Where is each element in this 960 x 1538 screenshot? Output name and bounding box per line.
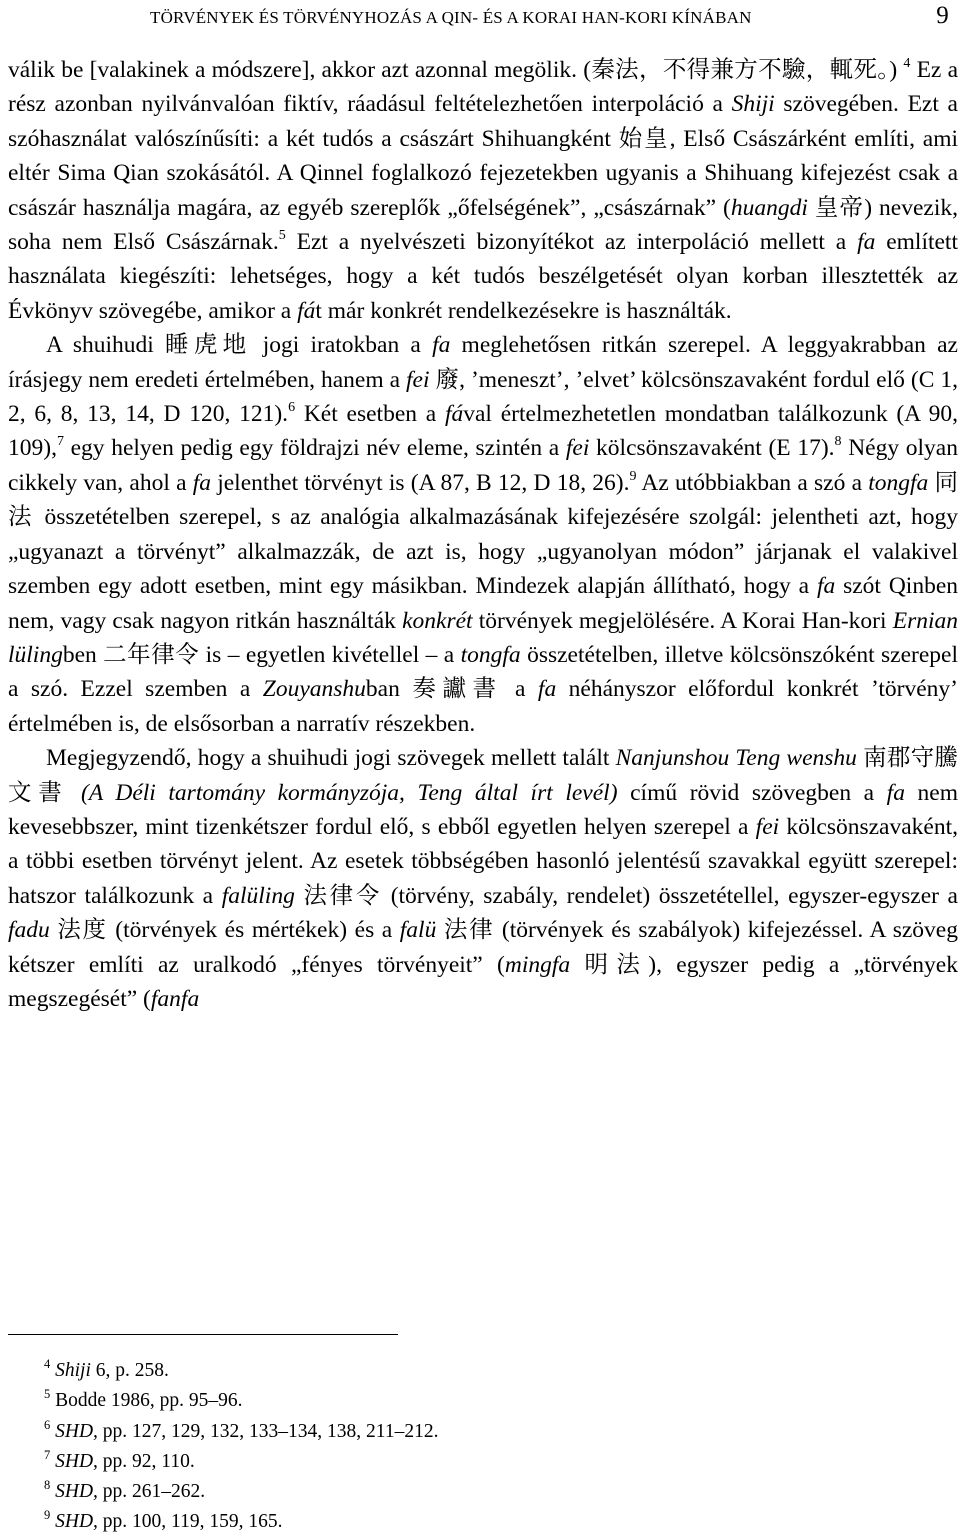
text-run: Négy olyan cikkely van, ahol a: [8, 435, 958, 496]
italic-text: Shiji: [55, 1360, 91, 1381]
text-run: egy helyen pedig egy földrajzi név eleme, szintén a: [63, 435, 566, 462]
footnote-ref: 6: [288, 400, 296, 416]
text-run: val értelmezhetetlen mondatban találkozunk (A 90, 109),: [8, 401, 958, 462]
footnote-number: 4: [44, 1357, 51, 1371]
text-run: kölcsönszavaként, a többi esetben törvényt jelent. Az esetek többségében hasonló jelentésű szavakkal együtt szerepel: hatszor találkozunk a: [8, 813, 958, 909]
footnote: [44, 1356, 944, 1386]
text-run: nem kevesebbszer, mint tizenkétszer fordul elő, s ebből egyetlen helyen szerepel a: [8, 779, 958, 840]
footnote-ref: 9: [629, 468, 637, 484]
text-run: ban 奏讞書 a: [365, 676, 538, 703]
footnote: [44, 1386, 944, 1416]
italic-text: fa: [816, 573, 836, 600]
body-text: [8, 53, 958, 1016]
text-run: 法律令 (törvény, szabály, rendelet) összetétellel, egyszer-egyszer a: [294, 882, 958, 909]
text-run: szövegében. Ezt a szóhasználat valószínűsíti: a két tudós a császárt Shihuangként 始皇, Első Császárként említi, ami eltér Sima Qian szokásától. A Qinnel foglalkozó fejezetekben ugyanis a Shihuang kifejezést csak a császár használja magára, az egyéb szereplők „őfelségének”, „császárnak” (: [8, 91, 958, 221]
italic-text: fá: [297, 297, 316, 324]
italic-text: SHD,: [55, 1420, 98, 1442]
italic-text: fá: [444, 401, 464, 428]
text-run: Az utóbbiakban a szó a: [636, 469, 869, 496]
footnote-ref: 7: [56, 434, 64, 450]
italic-text: Ernian lüling: [8, 607, 958, 668]
text-run: néhányszor előfordul konkrét ’törvény’ értelmében is, de elsősorban a narratív részekben.: [8, 676, 958, 737]
text-run: 廢, ’meneszt’, ’elvet’ kölcsönszavaként fordul elő (C 1, 2, 6, 8, 13, 14, D 120, 121).: [8, 366, 958, 428]
text-run: című rövid szövegben a: [617, 779, 887, 806]
italic-text: mingfa: [504, 951, 571, 978]
text-run: 南郡守騰文書: [8, 745, 959, 806]
footnote-separator: [8, 1334, 398, 1335]
text-run: 6, p. 258.: [90, 1360, 169, 1381]
text-run: pp. 92, 110.: [97, 1450, 195, 1472]
text-run: A shuihudi 睡虎地 jogi iratokban a: [46, 332, 433, 359]
italic-text: tongfa: [868, 469, 929, 496]
italic-text: tongfa: [460, 641, 521, 668]
text-run: említett használata kiegészíti: lehetséges, hogy a két tudós beszélgetését olyan korban illesztették az Évkönyv szövegébe, amikor a: [8, 229, 958, 324]
footnote-ref: 5: [278, 228, 286, 244]
italic-text: fa: [432, 332, 451, 359]
text-run: 明法), egyszer pedig a „törvények megszegését” (: [8, 951, 958, 1012]
text-run: szót Qinben nem, vagy csak nagyon ritkán használták: [8, 573, 958, 634]
italic-text: fa: [192, 469, 211, 496]
footnote-ref: 8: [834, 434, 842, 450]
italic-text: konkrét: [402, 607, 473, 634]
italic-text: fa: [537, 676, 557, 703]
text-run: ben 二年律令 is – egyetlen kivétellel – a: [62, 641, 461, 668]
italic-text: SHD,: [55, 1481, 98, 1503]
text-run: Megjegyzendő, hogy a shuihudi jogi szövegek mellett talált: [46, 745, 616, 772]
footnote-number: 6: [44, 1417, 51, 1432]
footnote-ref: 4: [903, 56, 911, 71]
text-run: pp. 127, 129, 132, 133–134, 138, 211–212.: [97, 1420, 439, 1442]
footnote-number: 7: [44, 1447, 51, 1462]
italic-text: Nanjunshou Teng wenshu: [615, 745, 857, 772]
text-run: 皇帝) nevezik, soha nem Első Császárnak.: [8, 194, 958, 256]
italic-text: fanfa: [150, 985, 200, 1012]
italic-text: fa: [886, 779, 905, 806]
italic-text: SHD,: [55, 1450, 98, 1472]
italic-text: SHD,: [55, 1511, 98, 1533]
italic-text: falüling: [221, 882, 295, 909]
italic-text: fei: [406, 366, 430, 393]
footnote: [44, 1477, 944, 1507]
text-run: Két esetben a: [295, 401, 445, 428]
text-run: 法律 (törvények és szabályok) kifejezéssel. A szöveg kétszer említi az uralkodó „fényes törvényeit” (: [8, 917, 958, 978]
italic-text: huangdi: [730, 194, 808, 221]
italic-text: fei: [565, 435, 590, 462]
footnote: [44, 1417, 944, 1447]
text-run: törvények megjelölésére. A Korai Han-kori: [472, 607, 893, 634]
footnote: [44, 1507, 944, 1537]
italic-text: (A Déli tartomány kormányzója, Teng által írt levél): [81, 779, 618, 806]
text-run: pp. 100, 119, 159, 165.: [97, 1511, 283, 1533]
italic-text: falü: [399, 917, 437, 944]
text-run: pp. 261–262.: [97, 1481, 206, 1503]
footnote-number: 9: [44, 1508, 51, 1523]
footnote: [44, 1447, 944, 1477]
italic-text: fadu: [8, 917, 50, 944]
page-number: 9: [936, 2, 949, 29]
text-run: Ezt a nyelvészeti bizonyítékot az interpoláció mellett a: [285, 229, 858, 256]
text-run: 同法 összetételben szerepel, s az analógia alkalmazásának kifejezésére szolgál: jelentheti azt, hogy „ugyanazt a törvényt” alkalmazzák, de azt is, hogy „ugyanolyan módon” járjanak el valakivel szemben egy adott esetben, mint egy másikban. Mindezek alapján állítható, hogy a: [8, 469, 958, 600]
italic-text: Shiji: [731, 91, 775, 118]
footnote-number: 5: [44, 1387, 51, 1402]
text-run: t már konkrét rendelkezésekre is használták.: [315, 297, 732, 324]
text-run: jelenthet törvényt is (A 87, B 12, D 18, 26).: [211, 469, 630, 496]
italic-text: fa: [857, 229, 876, 256]
text-run: 法度 (törvények és mértékek) és a: [49, 917, 400, 944]
italic-text: Zouyanshu: [262, 676, 366, 703]
text-run: meglehetősen ritkán szerepel. A leggyakrabban az írásjegy nem eredeti értelmében, hanem a: [8, 332, 958, 393]
text-run: összetételben, illetve kölcsönszóként szerepel a szó. Ezzel szemben a: [8, 641, 958, 703]
running-header: [150, 4, 950, 32]
footnotes: [44, 1356, 944, 1538]
running-title: TÖRVÉNYEK ÉS TÖRVÉNYHOZÁS A QIN- ÉS A KORAI HAN-KORI KÍNÁBAN: [150, 8, 752, 27]
footnote-number: 8: [44, 1478, 51, 1493]
paragraph: [8, 53, 958, 328]
text-run: Ez a rész azonban nyilvánvalóan fiktív, ráadásul feltételezhetően interpoláció a: [8, 57, 958, 118]
text-run: Bodde 1986, pp. 95–96.: [55, 1390, 243, 1412]
text-run: válik be [valakinek a módszere], akkor azt azonnal megölik. (秦法，不得兼方不驗，輒死。): [8, 57, 904, 83]
italic-text: fei: [755, 813, 780, 840]
text-run: kölcsönszavaként (E 17).: [589, 435, 835, 462]
paragraph: [8, 741, 958, 1016]
paragraph: [8, 328, 958, 741]
